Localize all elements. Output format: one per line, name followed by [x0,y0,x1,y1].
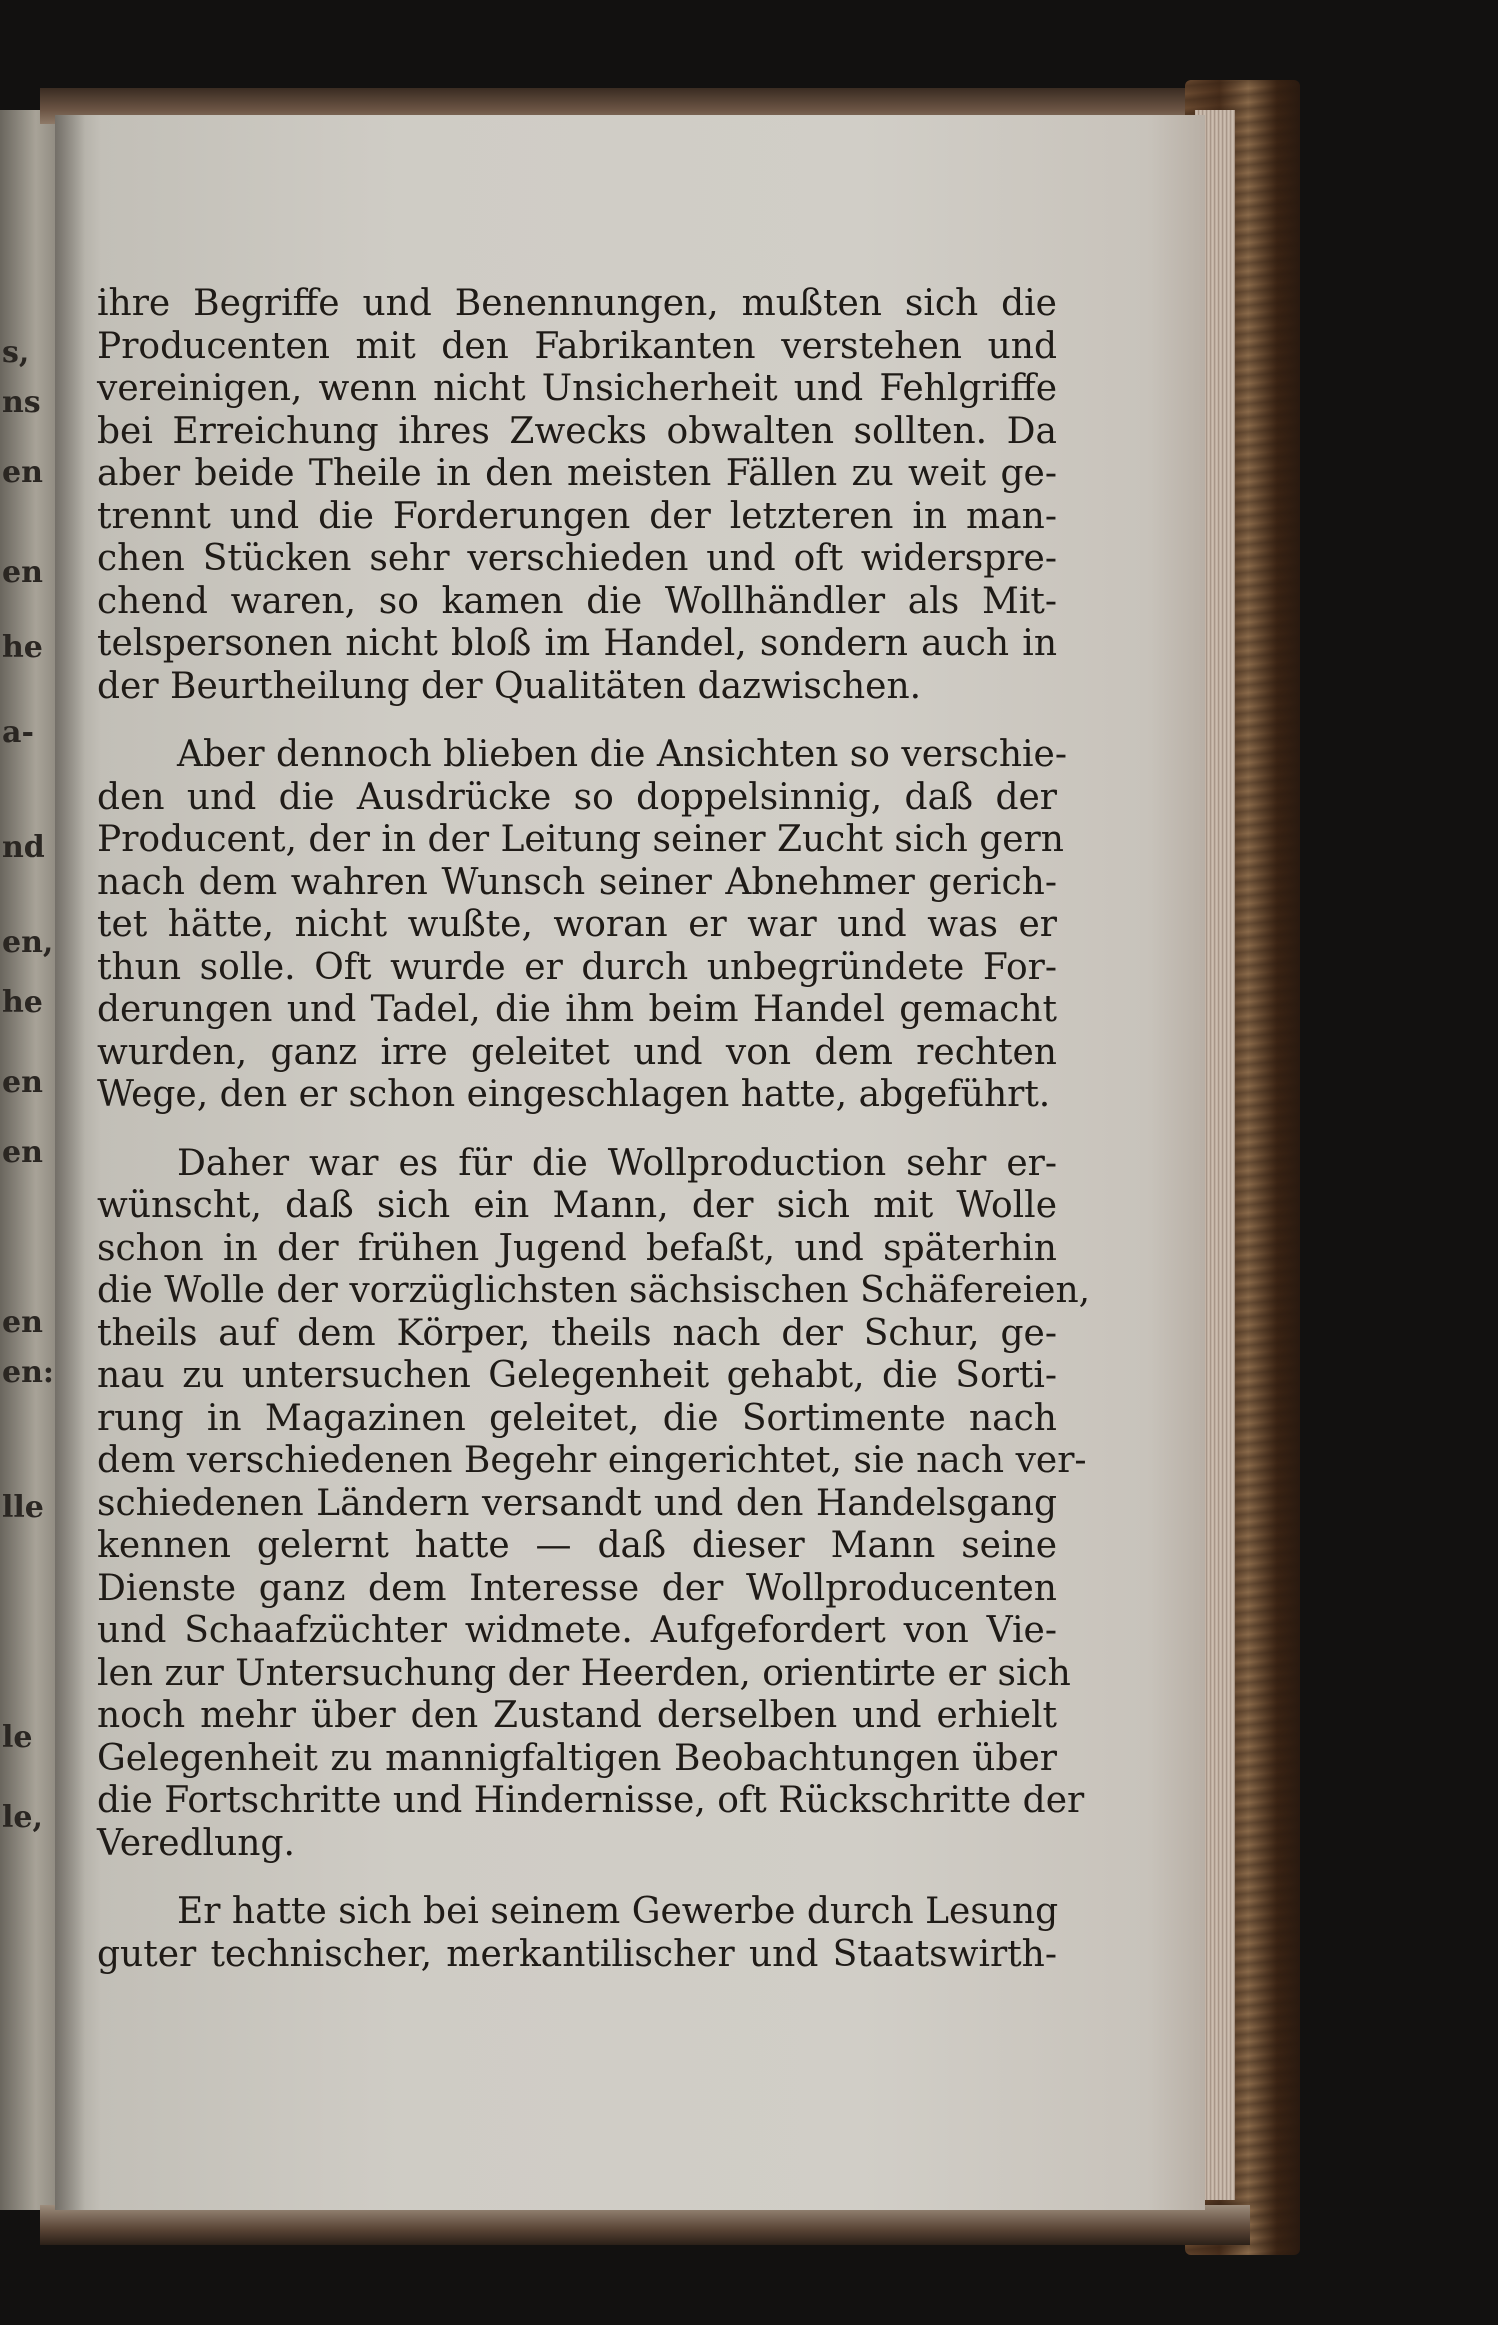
text-line: Gelegenheit zu mannigfaltigen Beobachtungen über [97,1737,1057,1779]
margin-fragment: s, [2,335,30,370]
text-line: rung in Magazinen geleitet, die Sortimente nach [97,1397,1057,1439]
text-line: Aber dennoch blieben die Ansichten so verschie- [177,734,1068,775]
text-line: chen Stücken sehr verschieden und oft widerspre- [97,538,1057,579]
text-line: nau zu untersuchen Gelegenheit gehabt, die Sorti- [97,1355,1057,1396]
page-body-text [97,283,1091,1976]
text-line: die Fortschritte und Hindernisse, oft Rückschritte der [97,1780,1085,1821]
text-line: wurden, ganz irre geleitet und von dem rechten [97,1031,1057,1073]
text-line: dem verschiedenen Begehr eingerichtet, sie nach ver- [97,1440,1087,1481]
facing-page-text-fragments [2,110,58,2210]
margin-fragment: en: [2,1355,54,1390]
margin-fragment: en, [2,925,54,960]
margin-fragment: a- [2,715,34,750]
text-line: schon in der frühen Jugend befaßt, und späterhin [97,1227,1057,1269]
text-line: trennt und die Forderungen der letzteren in man- [97,495,1057,537]
margin-fragment: en [2,555,43,590]
book-bottom-edge [40,2205,1250,2245]
text-line: der Beurtheilung der Qualitäten dazwischen. [97,665,922,707]
margin-fragment: lle [2,1490,44,1525]
text-line: nach dem wahren Wunsch seiner Abnehmer gerich- [97,861,1057,903]
text-line: guter technischer, merkantilischer und Staatswirth- [97,1933,1057,1975]
text-line: telspersonen nicht bloß im Handel, sondern auch in [97,623,1057,664]
margin-fragment: ns [2,385,41,420]
text-line: Er hatte sich bei seinem Gewerbe durch Lesung [177,1891,1059,1932]
margin-fragment: en [2,1305,43,1340]
margin-fragment: nd [2,830,45,865]
text-line: derungen und Tadel, die ihm beim Handel gemacht [97,989,1057,1030]
text-line: Producent, der in der Leitung seiner Zucht sich gern [97,819,1064,860]
paragraph-3 [97,1142,1091,1866]
text-line: Veredlung. [97,1822,295,1864]
margin-fragment: le, [2,1800,43,1835]
text-line: Daher war es für die Wollproduction sehr er- [177,1142,1057,1184]
margin-fragment: le [2,1720,33,1755]
text-line: Producenten mit den Fabrikanten verstehen und [97,325,1057,367]
text-line: Dienste ganz dem Interesse der Wollproducenten [97,1567,1057,1609]
text-line: kennen gelernt hatte — daß dieser Mann seine [97,1525,1057,1566]
text-line: den und die Ausdrücke so doppelsinnig, daß der [97,776,1057,818]
margin-fragment: he [2,985,43,1020]
text-line: vereinigen, wenn nicht Unsicherheit und Fehlgriffe [97,368,1057,409]
margin-fragment: en [2,1065,43,1100]
text-line: wünscht, daß sich ein Mann, der sich mit Wolle [97,1185,1057,1226]
text-line: bei Erreichung ihres Zwecks obwalten sollten. Da [97,410,1057,452]
paragraph-1 [97,283,1057,708]
text-line: schiedenen Ländern versandt und den Handelsgang [97,1482,1057,1524]
text-line: ihre Begriffe und Benennungen, mußten sich die [97,283,1057,324]
text-line: Wege, den er schon eingeschlagen hatte, abgeführt. [97,1074,1051,1115]
text-line: tet hätte, nicht wußte, woran er war und was er [97,904,1057,945]
text-line: len zur Untersuchung der Heerden, orientirte er sich [97,1652,1071,1694]
margin-fragment: he [2,630,43,665]
text-line: und Schaafzüchter widmete. Aufgefordert von Vie- [97,1610,1057,1651]
paragraph-4 [97,1891,1057,1976]
margin-fragment: en [2,1135,43,1170]
text-line: chend waren, so kamen die Wollhändler als Mit- [97,580,1057,622]
text-line: thun solle. Oft wurde er durch unbegründete For- [97,946,1057,988]
paragraph-2 [97,734,1068,1117]
text-line: die Wolle der vorzüglichsten sächsischen Schäfereien, [97,1270,1091,1311]
text-line: aber beide Theile in den meisten Fällen zu weit ge- [97,453,1057,494]
facing-page-edge [0,110,60,2210]
text-line: noch mehr über den Zustand derselben und erhielt [97,1695,1057,1736]
margin-fragment: en [2,455,43,490]
text-line: theils auf dem Körper, theils nach der Schur, ge- [97,1312,1057,1354]
gutter-shadow [55,115,85,2210]
